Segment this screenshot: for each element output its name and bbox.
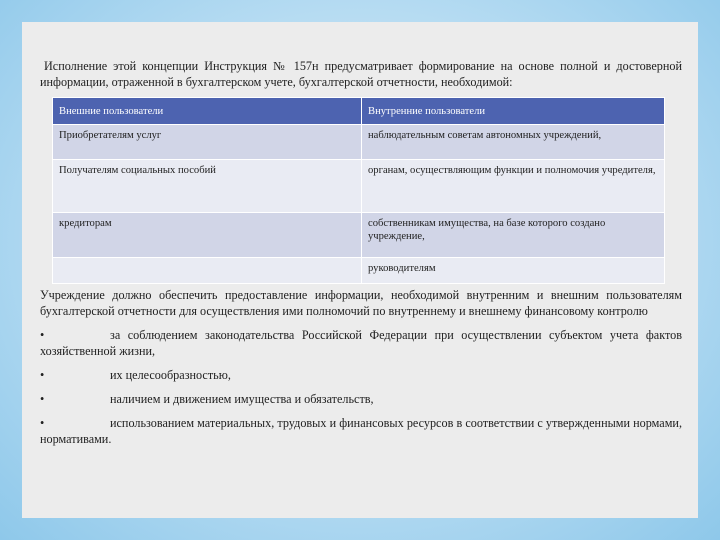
table-cell: Приобретателям услуг: [53, 125, 362, 160]
bullet-text: использованием материальных, трудовых и финансовых ресурсов в соответствии с утвержденными нормами, нормативами.: [40, 416, 682, 446]
list-item: [40, 327, 682, 359]
bullet-mark: •: [40, 392, 45, 406]
table-row: [53, 160, 665, 213]
control-paragraph: Учреждение должно обеспечить предоставление информации, необходимой внутренним и внешним пользователям бухгалтерской отчетности для осуществления ими полномочий по внутреннему и внешнему финансовому контролю: [40, 288, 682, 318]
table-cell: наблюдательным советам автономных учреждений,: [362, 125, 665, 160]
bullet-mark: •: [40, 368, 45, 382]
table-header-row: [53, 98, 665, 125]
slide: [22, 22, 698, 518]
table-row: [53, 125, 665, 160]
table-cell: собственникам имущества, на базе которого создано учреждение,: [362, 213, 665, 258]
header-internal-users: Внутренние пользователи: [362, 98, 665, 125]
list-item: [40, 415, 682, 447]
bullet-mark: •: [40, 328, 45, 342]
intro-text: Исполнение этой концепции Инструкция № 157н предусматривает формирование на основе полной и достоверной информации, отраженной в бухгалтерском учете, бухгалтерской отчетности, необходимой:: [40, 59, 682, 89]
table-cell: [53, 258, 362, 284]
bullet-text: за соблюдением законодательства Российской Федерации при осуществлении субъектом учета фактов хозяйственной жизни,: [40, 328, 682, 358]
table-cell: кредиторам: [53, 213, 362, 258]
table-cell: Получателям социальных пособий: [53, 160, 362, 213]
list-item: [40, 367, 682, 383]
slide-content: [40, 58, 682, 447]
table-cell: органам, осуществляющим функции и полномочия учредителя,: [362, 160, 665, 213]
list-item: [40, 391, 682, 407]
bullet-mark: •: [40, 416, 45, 430]
bullet-text: их целесообразностью,: [110, 368, 231, 382]
table-row: [53, 213, 665, 258]
users-table: [52, 97, 665, 284]
bullet-text: наличием и движением имущества и обязательств,: [110, 392, 374, 406]
header-external-users: Внешние пользователи: [53, 98, 362, 125]
table-row: [53, 258, 665, 284]
table-cell: руководителям: [362, 258, 665, 284]
